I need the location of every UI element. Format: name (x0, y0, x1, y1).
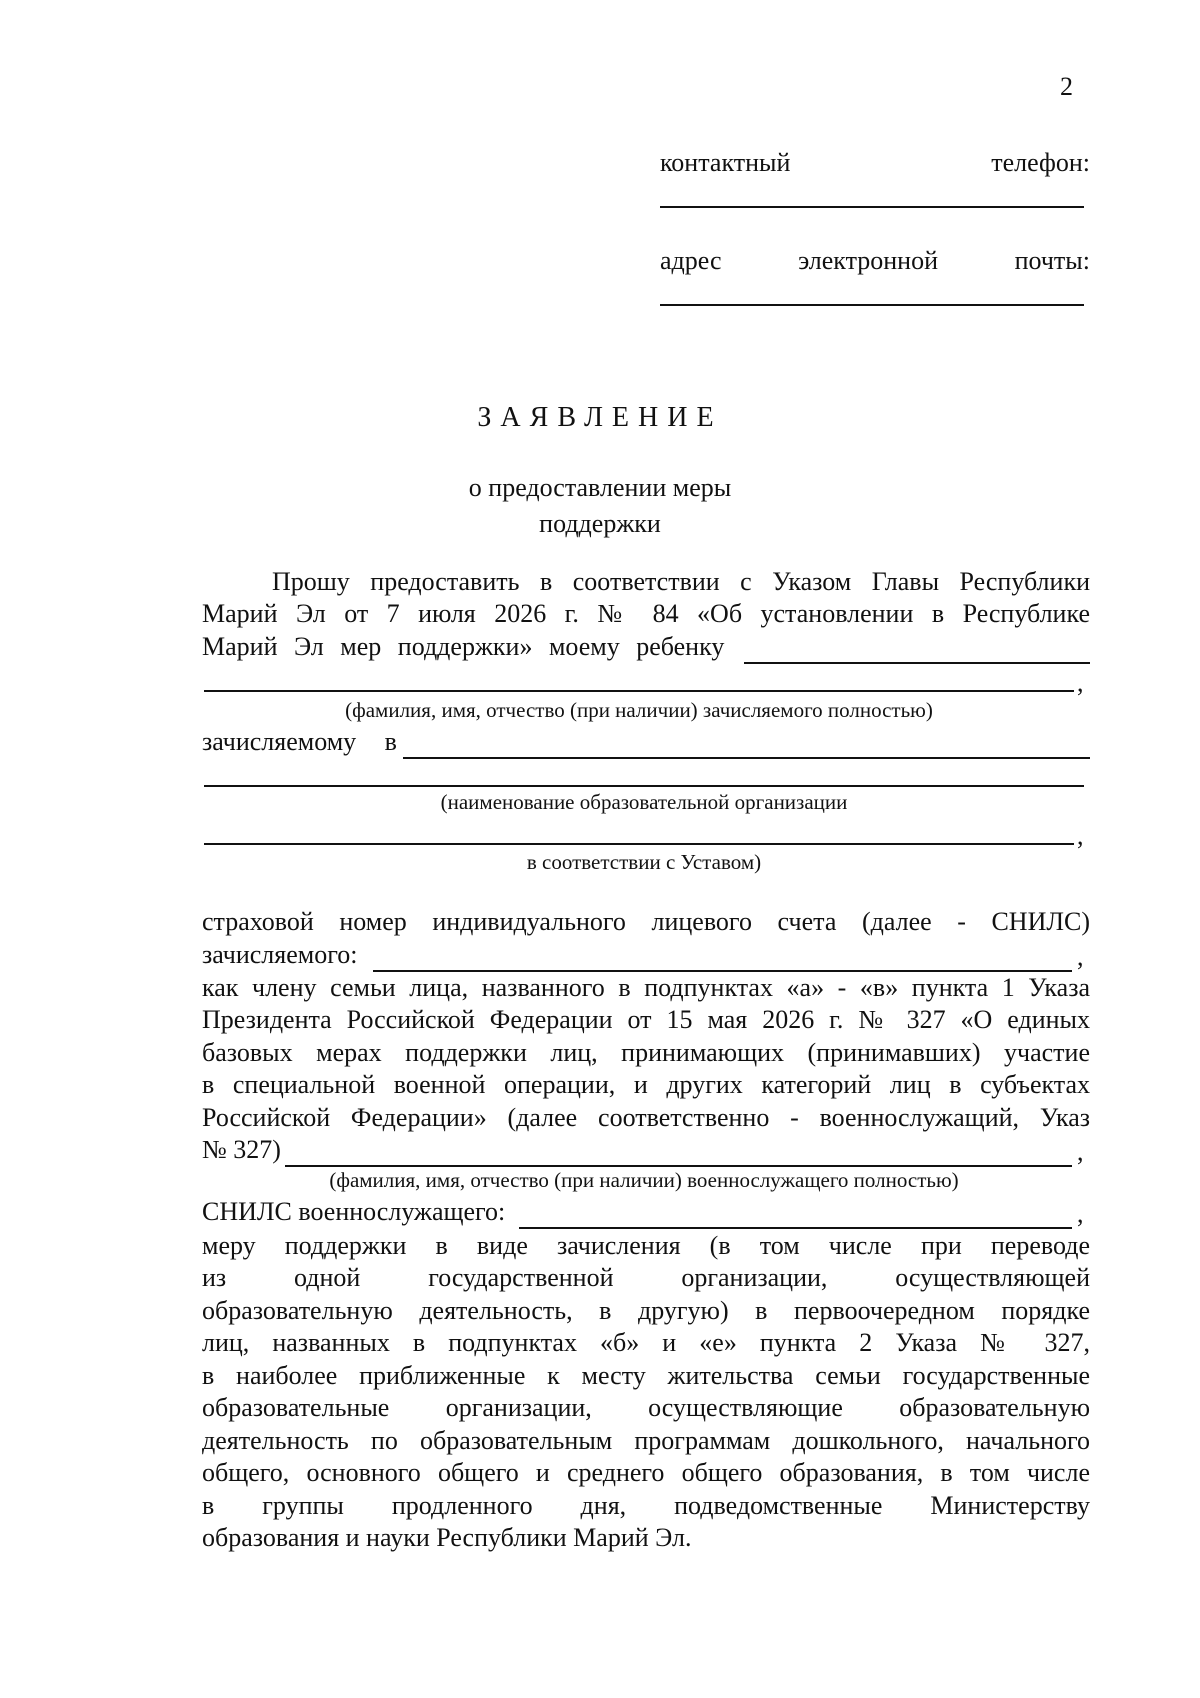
child-name-field-start[interactable] (744, 638, 1090, 664)
comma: , (1077, 821, 1084, 850)
measure-line-6: образовательные организации, осуществляющие образовательную (202, 1393, 1090, 1422)
measure-line-8: общего, основного общего и среднего общего образования, в том числе (202, 1458, 1090, 1487)
comma: , (1077, 668, 1084, 697)
snils-line-1: страховой номер индивидуального лицевого счета (далее - СНИЛС) (202, 907, 1090, 936)
family-line-4: в специальной военной операции, и других категорий лиц в субъектах (202, 1070, 1090, 1099)
family-line-5: Российской Федерации» (далее соответственно - военнослужащий, Указ (202, 1103, 1090, 1132)
phone-input-line[interactable] (660, 206, 1084, 208)
family-line-2: Президента Российской Федерации от 15 мая 2026 г. № 327 «О единых (202, 1005, 1090, 1034)
phone-label-word-2: телефон: (991, 148, 1090, 177)
caption-org-name: (наименование образовательной организации (440, 790, 848, 814)
measure-line-10: образования и науки Республики Марий Эл. (202, 1523, 692, 1552)
subtitle-line-2: поддержки (539, 509, 661, 538)
measure-line-3: образовательную деятельность, в другую) в первоочередном порядке (202, 1296, 1090, 1325)
measure-line-9: в группы продленного дня, подведомственные Министерству (202, 1491, 1090, 1520)
child-name-field[interactable] (204, 690, 1074, 692)
phone-label-word-1: контактный (660, 148, 791, 177)
caption-charter: в соответствии с Уставом) (526, 850, 762, 874)
org-name-field[interactable] (204, 785, 1084, 787)
caption-serviceman-fio: (фамилия, имя, отчество (при наличии) военнослужащего полностью) (329, 1168, 959, 1192)
org-name-field-start[interactable] (403, 733, 1090, 759)
email-input-line[interactable] (660, 304, 1084, 306)
measure-line-4: лиц, названных в подпунктах «б» и «е» пункта 2 Указа № 327, (202, 1328, 1090, 1357)
subtitle-line-1: о предоставлении меры (468, 473, 732, 502)
email-label-word-3: почты: (1014, 246, 1090, 275)
measure-line-5: в наиболее приближенные к месту жительства семьи государственные (202, 1361, 1090, 1390)
snils-line-2: зачисляемого: (202, 940, 358, 969)
intro-line-3: Марий Эл мер поддержки» моему ребенку (202, 632, 725, 661)
family-line-6-row (202, 1134, 1072, 1167)
comma: , (1077, 1199, 1084, 1228)
snils-row (202, 939, 1072, 972)
comma: , (1077, 942, 1084, 971)
caption-child-fio: (фамилия, имя, отчество (при наличии) зачисляемого полностью) (345, 698, 933, 722)
intro-line-3-row (202, 631, 1090, 664)
serviceman-snils-field[interactable] (519, 1203, 1072, 1229)
child-snils-field[interactable] (373, 946, 1072, 972)
intro-line-2: Марий Эл от 7 июля 2026 г. № 84 «Об установлении в Республике (202, 599, 1090, 628)
serviceman-name-field[interactable] (285, 1141, 1072, 1167)
family-line-3: базовых мерах поддержки лиц, принимающих (принимавших) участие (202, 1038, 1090, 1067)
document-subtitle (0, 470, 1200, 542)
family-line-1: как члену семьи лица, названного в подпунктах «а» - «в» пункта 1 Указа (202, 973, 1090, 1002)
email-label-word-1: адрес (660, 246, 722, 275)
page-number: 2 (1060, 72, 1073, 101)
measure-line-2: из одной государственной организации, осуществляющей (202, 1263, 1090, 1292)
enrolled-label: зачисляемому в (202, 727, 397, 756)
email-label-word-2: электронной (798, 246, 939, 275)
measure-line-1: меру поддержки в виде зачисления (в том числе при переводе (202, 1231, 1090, 1260)
enrolled-row (202, 726, 1090, 759)
org-charter-field[interactable] (204, 843, 1074, 845)
document-title: ЗАЯВЛЕНИЕ (477, 402, 723, 433)
contact-phone-label (660, 148, 1090, 178)
serviceman-snils-row (202, 1196, 1072, 1229)
measure-line-7: деятельность по образовательным программам дошкольного, начального (202, 1426, 1090, 1455)
serviceman-snils-label: СНИЛС военнослужащего: (202, 1197, 506, 1226)
contact-email-label (660, 246, 1090, 276)
intro-line-1: Прошу предоставить в соответствии с Указом Главы Республики (272, 567, 1090, 596)
family-line-6: № 327) (202, 1135, 281, 1164)
comma: , (1077, 1137, 1084, 1166)
